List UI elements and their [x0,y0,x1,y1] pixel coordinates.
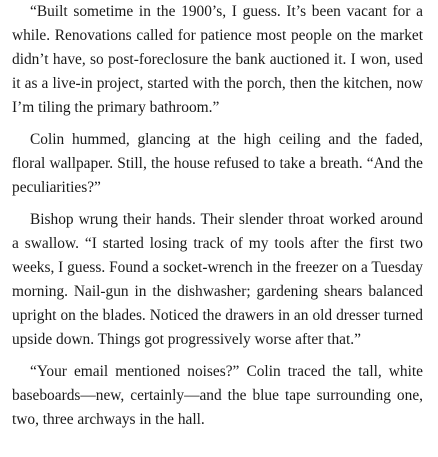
document-page [12,0,423,432]
paragraph-3: Bishop wrung their hands. Their slender throat worked around a swallow. “I started losing track of my tools after the first two weeks, I guess. Found a socket-wrench in the freezer on a Tuesday morning. Nail-gun in the dishwasher; gardening shears balanced upright on the blades. Noticed the drawers in an old dresser turned upside down. Things got progressively worse after that.” [12,211,423,348]
paragraph-4: “Your email mentioned noises?” Colin traced the tall, white baseboards—new, certainly—and the blue tape surrounding one, two, three archways in the hall. [12,363,423,428]
paragraph-1: “Built sometime in the 1900’s, I guess. It’s been vacant for a while. Renovations called for patience most people on the market didn’t have, so post-foreclosure the bank auctioned it. I won, used it as a live-in project, started with the porch, then the kitchen, now I’m tiling the primary bathroom.” [12,3,423,116]
paragraph-2: Colin hummed, glancing at the high ceiling and the faded, floral wallpaper. Still, the house refused to take a breath. “And the peculiarities?” [12,131,423,196]
